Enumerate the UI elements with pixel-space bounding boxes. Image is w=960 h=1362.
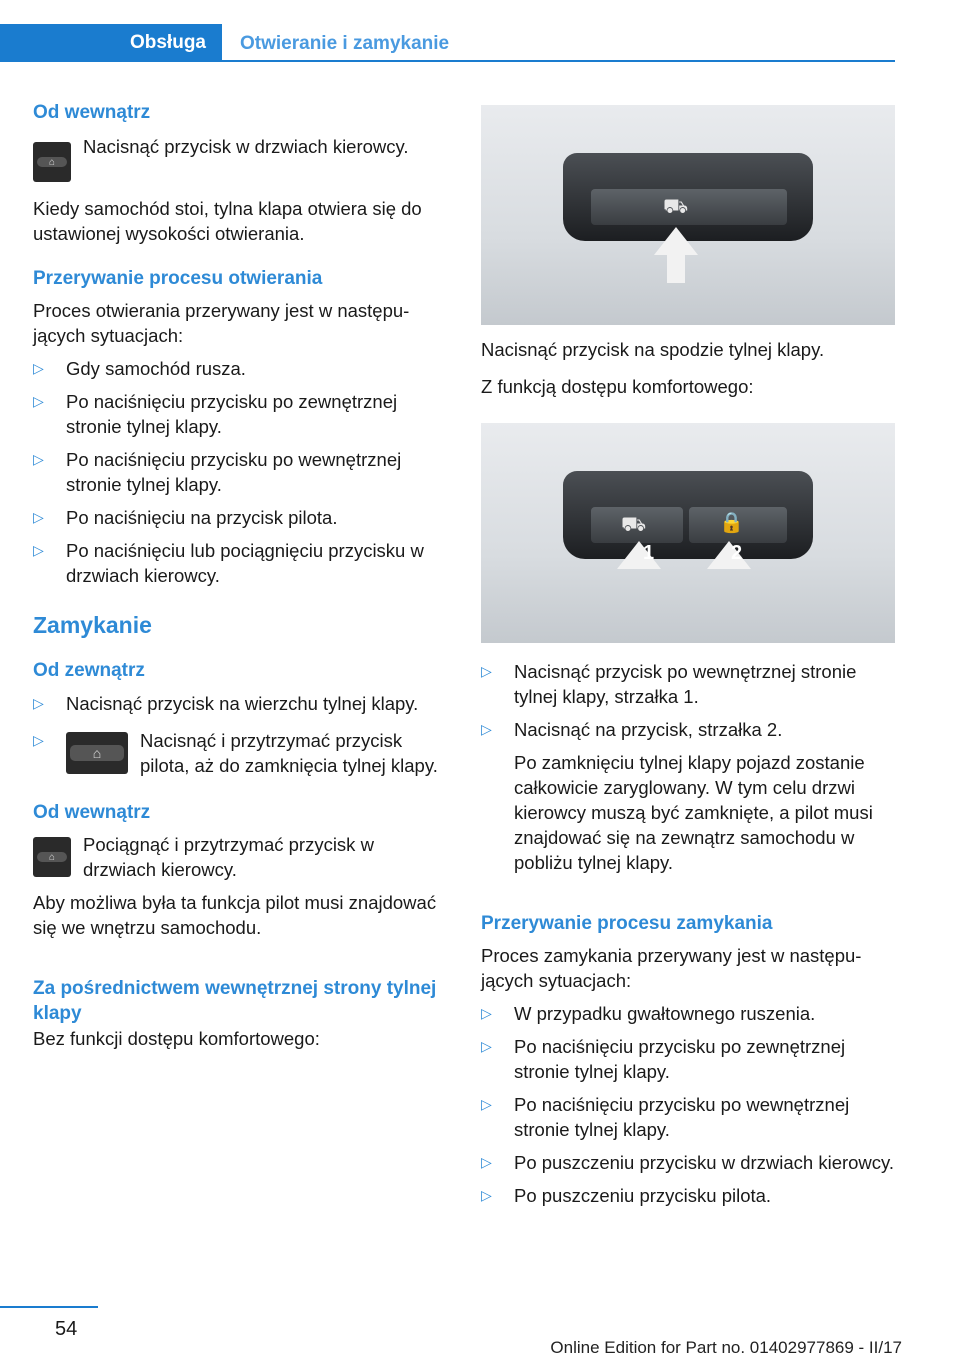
list-item (481, 659, 895, 709)
list-item (33, 389, 447, 439)
interrupt-heading: Przerywanie procesu otwierania (33, 268, 323, 289)
bullet-icon: ▷ (481, 663, 492, 679)
tailgate-button-photo (481, 105, 895, 325)
closing-interrupt-heading: Przerywanie procesu zamykania (481, 913, 773, 934)
bullet-icon: ▷ (33, 695, 44, 711)
list-item (481, 1034, 895, 1084)
step2-note: Po zamknięciu tylnej klapy pojazd zostanie całkowicie zaryglowany. W tym celu drzwi kierowcy muszą być zamknięte, a pilot musi znajdować się na zewnątrz samochodu w pobliżu tylnej klapy. (514, 752, 873, 873)
tailgate-button-icon: ⌂ (33, 142, 71, 182)
inside2-note: Aby możliwa była ta funkcja pilot musi znajdować się we wnętrzu samochodu. (33, 892, 437, 938)
list-item-text: Nacisnąć przycisk po wewnętrznej stronie tylnej klapy, strzałka 1. (514, 661, 857, 707)
page-header (0, 0, 960, 62)
inside2-heading: Od wewnątrz (33, 802, 151, 823)
from-inside-text: Nacisnąć przycisk w drzwiach kierowcy. (83, 136, 409, 157)
list-item (481, 1150, 895, 1175)
car-tailgate-icon: ⛟ (621, 514, 647, 536)
interrupt-list (33, 356, 447, 588)
arrow-stem (667, 253, 685, 283)
list-item-text: Po naciśnięciu przycisku po zewnętrznej stronie tylnej klapy. (66, 391, 398, 437)
page-number: 54 (55, 1318, 78, 1340)
lock-icon: 🔒 (719, 512, 744, 534)
footer-rule (0, 1306, 98, 1308)
list-item-text: Po naciśnięciu lub pociągnięciu przycisku w drzwiach kierowcy. (66, 540, 424, 586)
list-item-text: W przypadku gwałtownego ruszenia. (514, 1003, 816, 1024)
from-inside-heading: Od wewnątrz (33, 102, 151, 123)
closing-interrupt-list (481, 1001, 895, 1208)
tailgate-button-icon: ⌂ (33, 837, 71, 877)
arrow-2-label: 2 (731, 542, 743, 564)
section-tab (0, 24, 222, 62)
bullet-icon: ▷ (33, 509, 44, 525)
list-item (481, 717, 895, 875)
list-item (33, 505, 447, 530)
list-item-text: Nacisnąć i przytrzymać przycisk pilota, aż do zamknięcia tylnej klapy. (140, 730, 438, 776)
list-item-text: Po naciśnięciu przycisku po zewnętrznej stronie tylnej klapy. (514, 1036, 846, 1082)
bullet-icon: ▷ (33, 542, 44, 558)
bullet-icon: ▷ (33, 360, 44, 376)
caption1: Nacisnąć przycisk na spodzie tylnej klapy. (481, 339, 825, 360)
list-item-text: Po naciśnięciu przycisku po wewnętrznej stronie tylnej klapy. (514, 1094, 850, 1140)
chapter-title: Otwieranie i zamykanie (240, 33, 450, 54)
stationary-text: Kiedy samochód stoi, tylna klapa otwiera się do ustawionej wysokości otwierania. (33, 198, 422, 244)
arrow-icon (654, 227, 698, 255)
list-item-text: Po puszczeniu przycisku w drzwiach kierowcy. (514, 1152, 895, 1173)
section-label: Obsługa (129, 32, 206, 53)
tailgate-button (591, 189, 787, 225)
via-heading: Za pośrednictwem wewnętrznej strony tylnej klapy (33, 978, 437, 1024)
from-inside-row (33, 136, 447, 182)
edition-text: Online Edition for Part no. 01402977869 - II/17 (550, 1338, 902, 1357)
comfort-buttons-photo (481, 423, 895, 643)
arrow-icon (617, 541, 661, 569)
closing-interrupt-intro: Proces zamykania przerywany jest w następujących sytuacjach: (481, 945, 862, 991)
list-item (33, 691, 447, 716)
list-item-text: Nacisnąć na przycisk, strzałka 2. (514, 719, 783, 740)
list-item (481, 1001, 895, 1026)
bullet-icon: ▷ (33, 393, 44, 409)
list-item (481, 1092, 895, 1142)
list-item-text: Po naciśnięciu przycisku po wewnętrznej stronie tylnej klapy. (66, 449, 402, 495)
inside2-text: Pociągnąć i przytrzymać przycisk w drzwiach kierowcy. (83, 834, 374, 880)
list-item-text: Po puszczeniu przycisku pilota. (514, 1185, 772, 1206)
left-column (33, 100, 447, 1051)
outside-heading: Od zewnątrz (33, 660, 145, 681)
remote-tailgate-button-icon: ⌂ (66, 732, 128, 774)
bullet-icon: ▷ (481, 721, 492, 737)
list-item-text: Gdy samochód rusza. (66, 358, 246, 379)
closing-steps (481, 659, 895, 875)
list-item-text: Po naciśnięciu na przycisk pilota. (66, 507, 338, 528)
bullet-icon: ▷ (481, 1154, 492, 1170)
car-tailgate-icon: ⛟ (663, 196, 689, 218)
comfort-text: Z funkcją dostępu komfortowego: (481, 376, 754, 397)
bullet-icon: ▷ (481, 1187, 492, 1203)
bullet-icon: ▷ (33, 451, 44, 467)
list-item (33, 538, 447, 588)
via-text: Bez funkcji dostępu komfortowego: (33, 1028, 320, 1049)
list-item (33, 447, 447, 497)
right-column (481, 105, 895, 1208)
bullet-icon: ▷ (33, 732, 44, 748)
list-item (481, 1183, 895, 1208)
header-rule (222, 60, 895, 62)
inside2-row (33, 834, 447, 882)
list-item (33, 356, 447, 381)
bullet-icon: ▷ (481, 1038, 492, 1054)
arrow-1-label: 1 (643, 542, 655, 564)
closing-heading: Zamykanie (33, 612, 152, 638)
arrow-icon (707, 541, 751, 569)
list-item-text: Nacisnąć przycisk na wierzchu tylnej klapy. (66, 693, 419, 714)
bullet-icon: ▷ (481, 1005, 492, 1021)
bullet-icon: ▷ (481, 1096, 492, 1112)
outside-list (33, 691, 447, 778)
list-item (33, 728, 447, 778)
interrupt-intro: Proces otwierania przerywany jest w następujących sytuacjach: (33, 300, 410, 346)
